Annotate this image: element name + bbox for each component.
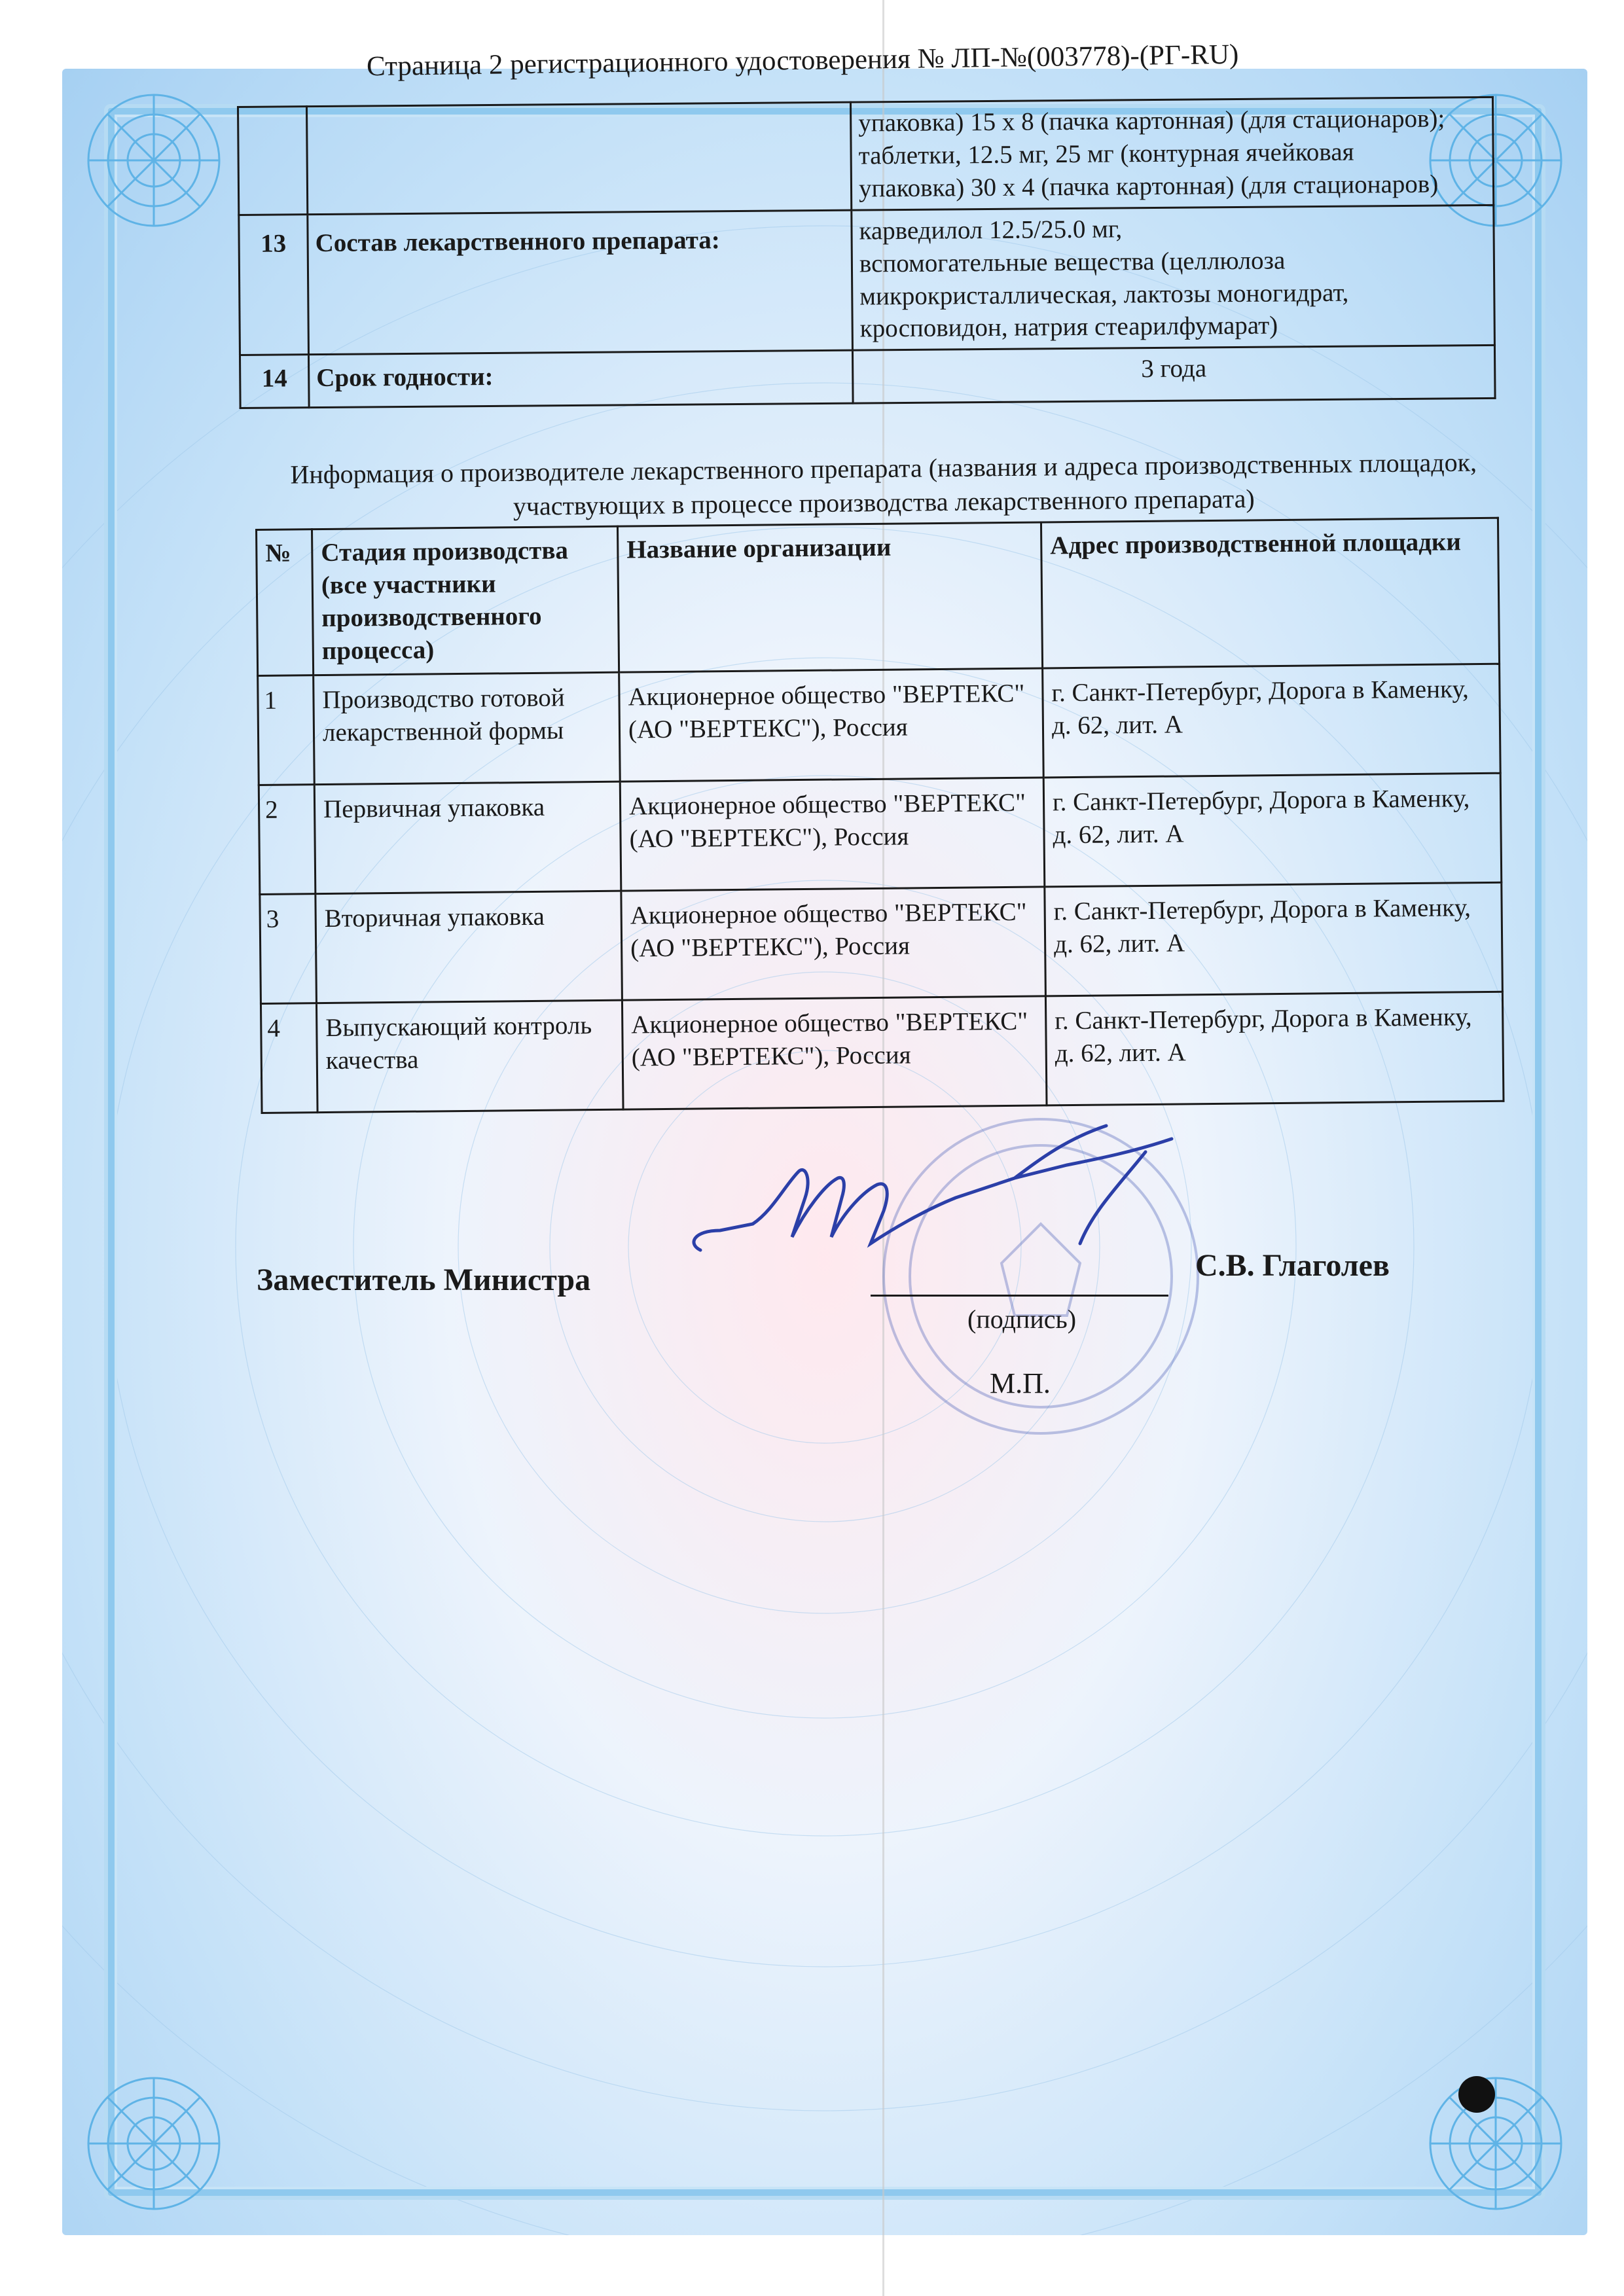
value-line: кросповидон, натрия стеарилфумарат) <box>859 311 1278 343</box>
value-line: микрокристаллическая, лактозы моногидрат, <box>859 278 1349 311</box>
table-row <box>259 773 1502 894</box>
column-header-org: Название организации <box>617 522 1042 672</box>
table-row <box>261 992 1504 1113</box>
row-number <box>238 107 308 215</box>
registration-details-table <box>237 96 1496 409</box>
cell-address: г. Санкт-Петербург, Дорога в Каменку, д. 62, лит. А <box>1043 664 1501 778</box>
value-line: карведилол 12.5/25.0 мг, <box>859 215 1123 245</box>
row-value <box>852 346 1495 404</box>
intro-line: Информация о производителе лекарственного препарата (названия и адреса производственных площадок, <box>290 447 1477 490</box>
value-line: упаковка) 30 х 4 (пачка картонная) (для стационаров) <box>858 170 1439 203</box>
page-header: Страница 2 регистрационного удостоверения № ЛП-№(003778)-(РГ-RU) <box>366 39 1239 82</box>
cell-num: 4 <box>261 1003 317 1113</box>
corner-rosette-icon <box>69 75 239 245</box>
value-line: вспомогательные вещества (целлюлоза <box>859 246 1286 278</box>
cell-org: Акционерное общество "ВЕРТЕКС" (АО "ВЕРТЕКС"), Россия <box>622 996 1047 1109</box>
corner-rosette-icon <box>1411 2058 1581 2229</box>
column-header-stage: Стадия производства (все участники производственного процесса) <box>312 526 619 675</box>
table-header-row <box>257 518 1500 675</box>
signature-caption: (подпись) <box>967 1304 1077 1334</box>
seal-mark: М.П. <box>990 1367 1051 1399</box>
handwritten-signature-icon <box>674 1113 1237 1283</box>
signatory-title: Заместитель Министра <box>257 1263 591 1297</box>
cell-stage: Выпускающий контроль качества <box>316 1000 623 1112</box>
corner-rosette-icon <box>69 2058 239 2229</box>
cell-stage: Вторичная упаковка <box>316 891 623 1003</box>
row-value <box>850 97 1493 209</box>
cell-stage: Производство готовой лекарственной формы <box>314 672 621 784</box>
cell-num: 1 <box>258 675 315 785</box>
table-row <box>238 97 1494 215</box>
column-header-num: № <box>257 529 314 675</box>
cell-org: Акционерное общество "ВЕРТЕКС" (АО "ВЕРТЕКС"), Россия <box>621 887 1046 1000</box>
value-line: 3 года <box>1141 354 1207 384</box>
manufacturer-intro <box>249 445 1519 526</box>
table-row <box>258 664 1501 785</box>
table-row <box>240 346 1495 408</box>
cell-stage: Первичная упаковка <box>314 781 621 893</box>
row-label: Срок годности: <box>308 350 853 407</box>
cell-address: г. Санкт-Петербург, Дорога в Каменку, д. 62, лит. А <box>1045 882 1503 996</box>
manufacturer-table <box>255 517 1504 1114</box>
cell-address: г. Санкт-Петербург, Дорога в Каменку, д. 62, лит. А <box>1043 773 1502 887</box>
row-value <box>852 205 1495 350</box>
value-line: упаковка) 15 х 8 (пачка картонная) (для стационаров); <box>858 104 1445 137</box>
signatory-name: С.В. Глаголев <box>1195 1248 1390 1283</box>
cell-address: г. Санкт-Петербург, Дорога в Каменку, д. 62, лит. А <box>1045 992 1504 1105</box>
row-number: 13 <box>239 214 309 355</box>
signature-line <box>871 1295 1168 1297</box>
cell-org: Акционерное общество "ВЕРТЕКС" (АО "ВЕРТЕКС"), Россия <box>620 778 1045 891</box>
cell-org: Акционерное общество "ВЕРТЕКС" (АО "ВЕРТЕКС"), Россия <box>619 668 1044 781</box>
row-label: Состав лекарственного препарата: <box>308 210 853 355</box>
row-label <box>307 102 852 214</box>
row-number: 14 <box>240 355 309 408</box>
cell-num: 2 <box>259 784 316 894</box>
intro-line: участвующих в процессе производства лекарственного препарата) <box>513 484 1255 521</box>
punch-hole <box>1458 2076 1495 2113</box>
table-row <box>239 205 1495 355</box>
value-line: таблетки, 12.5 мг, 25 мг (контурная ячейковая <box>858 137 1354 170</box>
cell-num: 3 <box>260 893 317 1003</box>
table-row <box>260 882 1503 1003</box>
column-header-address: Адрес производственной площадки <box>1041 518 1499 668</box>
